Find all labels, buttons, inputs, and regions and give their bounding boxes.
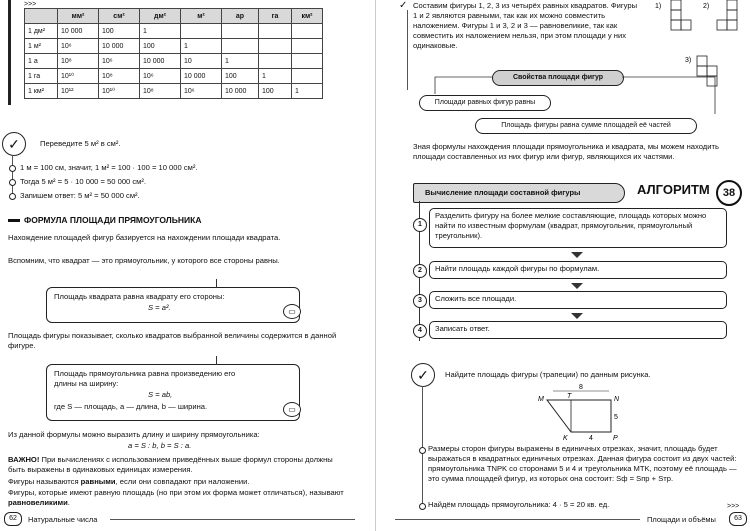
row-unit-cell: 1 м² <box>25 39 58 54</box>
side-label-bottom: 4 <box>589 435 593 442</box>
rectangle-area-text-2: длины на ширину: <box>54 379 119 388</box>
table-cell <box>181 24 222 39</box>
down-arrow-icon <box>571 252 583 258</box>
table-cell: 10 <box>181 54 222 69</box>
equal-text-a: Фигуры называются <box>8 477 81 486</box>
figures-paragraph: Составим фигуры 1, 2, 3 из четырёх равных квадратов. Фигуры 1 и 2 являются равными, так как их можно совместить наложением. Фигуры 1 и 3, 2 и 3 — равновеликие, так как совместить их наложением нельзя, при этом площади у них одинаковые. <box>413 1 638 50</box>
step-3: Сложить все площади. <box>429 291 727 309</box>
table-cell <box>222 24 259 39</box>
paragraph-2: Вспомним, что квадрат — это прямоугольник, у которого все стороны равны. <box>8 256 280 265</box>
vertex-P: P <box>613 435 618 442</box>
table-cell: 10⁶ <box>140 69 181 84</box>
table-cell: 100 <box>99 24 140 39</box>
footer-rule <box>110 519 355 520</box>
down-arrow-icon <box>571 313 583 319</box>
property-equal-figures: Площади равных фигур равны <box>419 95 551 111</box>
equalsize-text-b: . <box>67 498 70 507</box>
trapezoid-figure <box>535 380 635 442</box>
left-rule <box>407 10 408 90</box>
page-number: 63 <box>729 512 747 526</box>
properties-title: Свойства площади фигур <box>492 70 624 86</box>
table-cell <box>292 39 323 54</box>
important-text: При вычислениях с использованием приведённых выше формул стороны должны быть выражены в одинаковых единицах измерения. <box>8 455 333 474</box>
table-cell <box>259 39 292 54</box>
paragraph-1: Нахождение площадей фигур базируется на нахождении площади квадрата. <box>8 233 281 242</box>
task-prompt: Найдите площадь фигуры (трапеции) по данным рисунка. <box>445 370 651 379</box>
bullet-icon <box>9 193 16 200</box>
figure-label-1: 1) <box>655 3 662 10</box>
right-page <box>375 0 750 531</box>
vertex-T: T <box>567 393 572 400</box>
table-cell: 1 <box>259 69 292 84</box>
table-cell: 1 <box>292 84 323 99</box>
table-header-row <box>25 9 323 24</box>
equalsize-word: равновеликими <box>8 498 68 507</box>
table-cell <box>292 54 323 69</box>
bullet-icon <box>9 179 16 186</box>
table-cell: 10¹⁰ <box>99 84 140 99</box>
formula-center: a = S : b, b = S : a. <box>128 441 192 450</box>
algorithm-number-badge: 38 <box>716 180 742 206</box>
table-cell <box>292 24 323 39</box>
step-number-4: 4 <box>413 324 427 338</box>
equal-text-b: , если они совпадают при наложении. <box>115 477 250 486</box>
table-cell: 10⁶ <box>99 54 140 69</box>
row-unit-cell: 1 а <box>25 54 58 69</box>
side-label-top: 8 <box>579 384 583 391</box>
page-number: 62 <box>4 512 22 526</box>
table-cell <box>292 69 323 84</box>
figure-1 <box>671 0 691 30</box>
equal-word: равными <box>80 477 116 486</box>
paragraph-3: Площадь фигуры показывает, сколько квадратов выбранной величины содержится в данной фигуре. <box>8 331 337 350</box>
margin-bar <box>8 0 11 105</box>
figure-2 <box>717 0 737 30</box>
table-cell: 10¹² <box>58 84 99 99</box>
algorithm-label: АЛГОРИТМ <box>637 182 710 197</box>
bullet-icon <box>9 165 16 172</box>
equal-size-def <box>8 488 346 508</box>
check-small-icon: ✓ <box>399 0 408 11</box>
solution-line-1: 1 м = 100 см, значит, 1 м² = 100 · 100 = 10 000 см². <box>20 163 198 172</box>
rectangle-area-text-1: Площадь прямоугольника равна произведению его <box>54 369 236 378</box>
step-1: Разделить фигуру на более мелкие составляющие, площадь которых можно найти по известным формулам (квадрат, прямоугольник, прямоугольный треугольник). <box>429 208 727 248</box>
side-label-right: 5 <box>614 414 618 421</box>
rectangle-area-step: Найдём площадь прямоугольника: 4 · 5 = 20 кв. ед. <box>428 500 610 509</box>
solution-line-2: Тогда 5 м² = 5 · 10 000 = 50 000 см². <box>20 177 147 186</box>
table-cell <box>222 39 259 54</box>
box-connector <box>216 356 217 365</box>
table-row <box>25 39 323 54</box>
table-row <box>25 24 323 39</box>
step-4: Записать ответ. <box>429 321 727 339</box>
table-cell: 10⁶ <box>58 39 99 54</box>
property-sum-of-parts: Площадь фигуры равна сумме площадей её частей <box>475 118 697 134</box>
table-cell: 10⁸ <box>140 84 181 99</box>
table-cell: 10⁶ <box>181 84 222 99</box>
table-cell: 100 <box>140 39 181 54</box>
table-cell: 100 <box>259 84 292 99</box>
table-cell: 1 <box>222 54 259 69</box>
step-number-3: 3 <box>413 294 427 308</box>
square-area-text: Площадь квадрата равна квадрату его стороны: <box>54 292 225 301</box>
checkmark-icon: ✓ <box>2 132 26 156</box>
table-cell: 1 <box>181 39 222 54</box>
table-cell: 10 000 <box>99 39 140 54</box>
rectangle-area-formula: S = ab, <box>148 390 173 399</box>
table-cell: 1 <box>140 24 181 39</box>
intro-paragraph: Зная формулы нахождения площади прямоугольника и квадрата, мы можем находить площади составленных из них фигур или фигур, являющихся их частями. <box>413 142 719 161</box>
important-note <box>8 455 346 475</box>
table-header-cell: дм² <box>140 9 181 24</box>
algorithm-title: Вычисление площади составной фигуры <box>425 188 581 197</box>
table-cell <box>259 24 292 39</box>
table-header-cell: см² <box>99 9 140 24</box>
table-cell: 10⁸ <box>99 69 140 84</box>
book-icon: ▭ <box>283 304 301 319</box>
table-header-cell: га <box>259 9 292 24</box>
vertex-K: K <box>563 435 568 442</box>
equal-figures-def <box>8 477 346 487</box>
continue-marker: >>> <box>727 503 740 510</box>
area-units-table <box>24 8 323 99</box>
table-cell: 10 000 <box>181 69 222 84</box>
footer-title: Натуральные числа <box>28 515 98 524</box>
table-header-cell <box>25 9 58 24</box>
paragraph-4: Из данной формулы можно выразить длину и ширину прямоугольника: <box>8 430 260 439</box>
vertex-N: N <box>614 396 620 403</box>
table-header-cell: км² <box>292 9 323 24</box>
table-row <box>25 54 323 69</box>
section-title: ФОРМУЛА ПЛОЩАДИ ПРЯМОУГОЛЬНИКА <box>24 215 202 225</box>
table-cell: 10⁸ <box>58 54 99 69</box>
rectangle-area-legend: где S — площадь, a — длина, b — ширина. <box>54 402 208 411</box>
table-cell: 100 <box>222 69 259 84</box>
footer-rule <box>395 519 640 520</box>
row-unit-cell: 1 км² <box>25 84 58 99</box>
row-unit-cell: 1 га <box>25 69 58 84</box>
step-number-1: 1 <box>413 218 427 232</box>
table-cell <box>259 54 292 69</box>
vertex-M: M <box>538 396 544 403</box>
figure-label-3: 3) <box>685 57 692 64</box>
table-header-cell: мм² <box>58 9 99 24</box>
solution-line-3: Запишем ответ: 5 м² = 50 000 см². <box>20 191 140 200</box>
solution-paragraph: Размеры сторон фигуры выражены в единичных отрезках, значит, площадь будет выражаться в квадратных единичных отрезках. Данная фигура состоит из двух частей: прямоугольника TNPK со сторонами 5 и 4 и треугольника MTK, поэтому её площадь — это сумма площадей фигур, из которых она состоит: Sф = Sпр + Sтр. <box>428 444 737 483</box>
step-number-2: 2 <box>413 264 427 278</box>
square-area-formula: S = a². <box>148 303 171 312</box>
figure-label-2: 2) <box>703 3 710 10</box>
table-cell: 10 000 <box>58 24 99 39</box>
bullet-icon <box>419 447 426 454</box>
exercise-prompt: Переведите 5 м² в см². <box>40 139 121 148</box>
table-row <box>25 69 323 84</box>
solution-rail <box>422 386 423 506</box>
section-dash <box>8 219 20 222</box>
important-label: ВАЖНО! <box>8 455 40 464</box>
book-icon: ▭ <box>283 402 301 417</box>
box-connector <box>216 279 217 288</box>
footer-title: Площади и объёмы <box>647 515 716 524</box>
row-unit-cell: 1 дм² <box>25 24 58 39</box>
bullet-icon <box>419 503 426 510</box>
table-row <box>25 84 323 99</box>
continue-marker: >>> <box>24 1 37 8</box>
table-cell: 10¹⁰ <box>58 69 99 84</box>
step-2: Найти площадь каждой фигуры по формулам. <box>429 261 727 279</box>
table-cell: 10 000 <box>140 54 181 69</box>
table-cell: 10 000 <box>222 84 259 99</box>
table-header-cell: м² <box>181 9 222 24</box>
down-arrow-icon <box>571 283 583 289</box>
equalsize-text-a: Фигуры, которые имеют равную площадь (но при этом их форма может отличаться), называют <box>8 488 344 497</box>
checkmark-icon: ✓ <box>411 363 435 387</box>
table-header-cell: ар <box>222 9 259 24</box>
